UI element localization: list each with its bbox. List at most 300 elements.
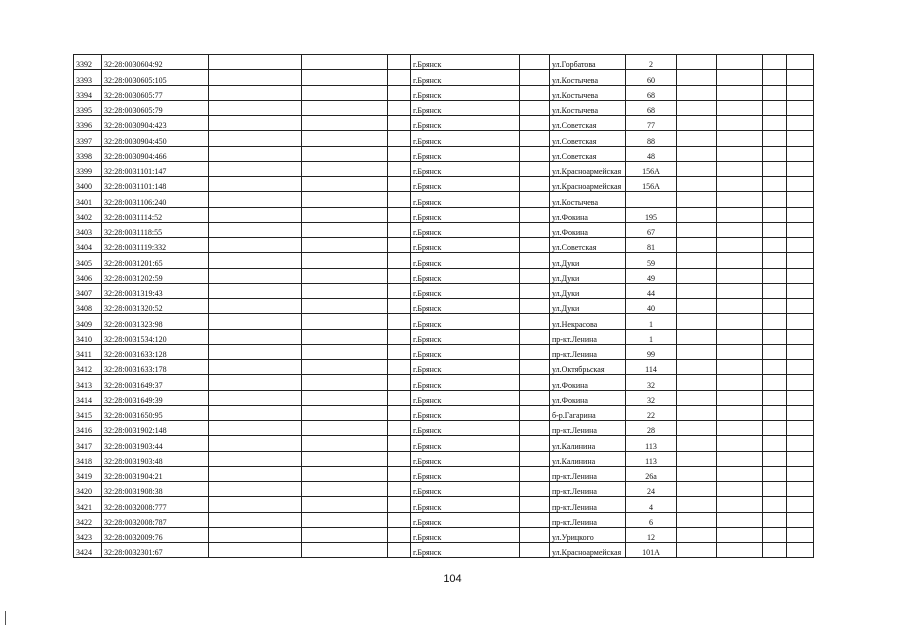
empty-cell [209, 512, 302, 527]
table-row [74, 207, 814, 222]
city-name: г.Брянск [411, 222, 520, 237]
empty-cell [388, 421, 411, 436]
cadastral-number: 32:28:0031101:148 [102, 177, 209, 192]
row-number: 3395 [74, 100, 102, 115]
street-name: ул.Костычева [550, 100, 626, 115]
empty-cell [787, 131, 814, 146]
house-number: 49 [626, 268, 677, 283]
table-row [74, 543, 814, 558]
street-name: ул.Фокина [550, 375, 626, 390]
empty-cell [763, 329, 787, 344]
empty-cell [302, 161, 388, 176]
empty-cell [677, 497, 717, 512]
table-row [74, 55, 814, 70]
empty-cell [787, 466, 814, 481]
street-name: ул.Красноармейская [550, 161, 626, 176]
cadastral-number: 32:28:0030605:77 [102, 85, 209, 100]
street-name: ул.Советская [550, 116, 626, 131]
row-number: 3410 [74, 329, 102, 344]
empty-cell [717, 329, 763, 344]
empty-cell [717, 55, 763, 70]
empty-cell [209, 177, 302, 192]
empty-cell [302, 482, 388, 497]
house-number [626, 192, 677, 207]
empty-cell [763, 390, 787, 405]
table-row [74, 283, 814, 298]
street-name: ул.Урицкого [550, 527, 626, 542]
empty-cell [717, 70, 763, 85]
empty-cell [717, 100, 763, 115]
cadastral-number: 32:28:0031320:52 [102, 299, 209, 314]
table-row [74, 222, 814, 237]
empty-cell [302, 85, 388, 100]
empty-cell [787, 527, 814, 542]
empty-cell [520, 344, 550, 359]
empty-cell [787, 207, 814, 222]
empty-cell [763, 360, 787, 375]
cadastral-number: 32:28:0031650:95 [102, 405, 209, 420]
house-number: 113 [626, 436, 677, 451]
empty-cell [209, 375, 302, 390]
empty-cell [717, 207, 763, 222]
city-name: г.Брянск [411, 177, 520, 192]
empty-cell [209, 116, 302, 131]
empty-cell [787, 405, 814, 420]
empty-cell [302, 100, 388, 115]
cadastral-number: 32:28:0031649:39 [102, 390, 209, 405]
empty-cell [677, 253, 717, 268]
empty-cell [787, 329, 814, 344]
empty-cell [302, 436, 388, 451]
empty-cell [763, 283, 787, 298]
empty-cell [787, 100, 814, 115]
city-name: г.Брянск [411, 360, 520, 375]
empty-cell [787, 375, 814, 390]
empty-cell [388, 85, 411, 100]
empty-cell [763, 177, 787, 192]
empty-cell [677, 146, 717, 161]
empty-cell [209, 268, 302, 283]
empty-cell [520, 482, 550, 497]
cadastral-number: 32:28:0031633:178 [102, 360, 209, 375]
city-name: г.Брянск [411, 482, 520, 497]
table-row [74, 70, 814, 85]
cadastral-number: 32:28:0031649:37 [102, 375, 209, 390]
empty-cell [209, 283, 302, 298]
empty-cell [763, 527, 787, 542]
table-row [74, 116, 814, 131]
house-number: 1 [626, 314, 677, 329]
empty-cell [209, 497, 302, 512]
row-number: 3394 [74, 85, 102, 100]
house-number: 156А [626, 177, 677, 192]
empty-cell [209, 314, 302, 329]
row-number: 3401 [74, 192, 102, 207]
row-number: 3424 [74, 543, 102, 558]
empty-cell [717, 314, 763, 329]
city-name: г.Брянск [411, 375, 520, 390]
empty-cell [388, 390, 411, 405]
empty-cell [520, 360, 550, 375]
margin-mark [5, 611, 6, 625]
empty-cell [677, 512, 717, 527]
empty-cell [520, 222, 550, 237]
empty-cell [717, 527, 763, 542]
row-number: 3416 [74, 421, 102, 436]
city-name: г.Брянск [411, 421, 520, 436]
empty-cell [388, 314, 411, 329]
empty-cell [302, 222, 388, 237]
empty-cell [520, 70, 550, 85]
empty-cell [302, 55, 388, 70]
empty-cell [520, 390, 550, 405]
cadastral-number: 32:28:0030904:423 [102, 116, 209, 131]
row-number: 3412 [74, 360, 102, 375]
city-name: г.Брянск [411, 161, 520, 176]
street-name: ул.Фокина [550, 207, 626, 222]
empty-cell [520, 253, 550, 268]
table-row [74, 497, 814, 512]
cadastral-number: 32:28:0032009:76 [102, 527, 209, 542]
row-number: 3421 [74, 497, 102, 512]
empty-cell [717, 375, 763, 390]
empty-cell [677, 70, 717, 85]
cadastral-number: 32:28:0032008:777 [102, 497, 209, 512]
empty-cell [388, 497, 411, 512]
empty-cell [677, 329, 717, 344]
empty-cell [677, 436, 717, 451]
empty-cell [787, 360, 814, 375]
table-row [74, 177, 814, 192]
empty-cell [209, 543, 302, 558]
empty-cell [302, 314, 388, 329]
street-name: ул.Горбатова [550, 55, 626, 70]
empty-cell [209, 299, 302, 314]
empty-cell [388, 222, 411, 237]
empty-cell [209, 436, 302, 451]
city-name: г.Брянск [411, 512, 520, 527]
house-number: 2 [626, 55, 677, 70]
empty-cell [388, 344, 411, 359]
empty-cell [717, 421, 763, 436]
empty-cell [520, 421, 550, 436]
empty-cell [388, 253, 411, 268]
table-row [74, 466, 814, 481]
empty-cell [520, 527, 550, 542]
row-number: 3393 [74, 70, 102, 85]
row-number: 3408 [74, 299, 102, 314]
empty-cell [388, 512, 411, 527]
empty-cell [763, 238, 787, 253]
city-name: г.Брянск [411, 344, 520, 359]
row-number: 3409 [74, 314, 102, 329]
empty-cell [302, 207, 388, 222]
empty-cell [209, 390, 302, 405]
house-number: 32 [626, 375, 677, 390]
empty-cell [209, 451, 302, 466]
table-row [74, 299, 814, 314]
cadastral-number: 32:28:0031902:148 [102, 421, 209, 436]
empty-cell [677, 207, 717, 222]
row-number: 3392 [74, 55, 102, 70]
empty-cell [677, 466, 717, 481]
empty-cell [763, 375, 787, 390]
empty-cell [763, 100, 787, 115]
empty-cell [520, 238, 550, 253]
table-row [74, 131, 814, 146]
cadastral-number: 32:28:0031633:128 [102, 344, 209, 359]
empty-cell [763, 314, 787, 329]
empty-cell [302, 512, 388, 527]
empty-cell [302, 238, 388, 253]
street-name: пр-кт.Ленина [550, 421, 626, 436]
empty-cell [388, 405, 411, 420]
city-name: г.Брянск [411, 116, 520, 131]
empty-cell [388, 283, 411, 298]
street-name: ул.Советская [550, 238, 626, 253]
city-name: г.Брянск [411, 207, 520, 222]
city-name: г.Брянск [411, 192, 520, 207]
empty-cell [302, 177, 388, 192]
table-row [74, 344, 814, 359]
empty-cell [763, 70, 787, 85]
city-name: г.Брянск [411, 390, 520, 405]
empty-cell [763, 116, 787, 131]
empty-cell [302, 497, 388, 512]
empty-cell [677, 360, 717, 375]
empty-cell [787, 283, 814, 298]
street-name: ул.Костычева [550, 85, 626, 100]
cadastral-number: 32:28:0031118:55 [102, 222, 209, 237]
empty-cell [677, 238, 717, 253]
table-row [74, 512, 814, 527]
empty-cell [787, 451, 814, 466]
empty-cell [677, 55, 717, 70]
city-name: г.Брянск [411, 85, 520, 100]
empty-cell [763, 405, 787, 420]
empty-cell [388, 55, 411, 70]
empty-cell [717, 360, 763, 375]
empty-cell [787, 543, 814, 558]
empty-cell [763, 146, 787, 161]
empty-cell [787, 177, 814, 192]
row-number: 3411 [74, 344, 102, 359]
empty-cell [302, 283, 388, 298]
empty-cell [787, 161, 814, 176]
table-row [74, 100, 814, 115]
empty-cell [520, 497, 550, 512]
empty-cell [717, 299, 763, 314]
cadastral-number: 32:28:0031119:332 [102, 238, 209, 253]
empty-cell [302, 466, 388, 481]
street-name: ул.Калинина [550, 436, 626, 451]
house-number: 101А [626, 543, 677, 558]
empty-cell [520, 329, 550, 344]
empty-cell [520, 146, 550, 161]
empty-cell [520, 85, 550, 100]
empty-cell [302, 70, 388, 85]
house-number: 113 [626, 451, 677, 466]
row-number: 3414 [74, 390, 102, 405]
empty-cell [763, 85, 787, 100]
empty-cell [209, 253, 302, 268]
empty-cell [388, 177, 411, 192]
house-number: 12 [626, 527, 677, 542]
house-number: 68 [626, 85, 677, 100]
empty-cell [677, 177, 717, 192]
table-row [74, 329, 814, 344]
empty-cell [763, 207, 787, 222]
empty-cell [763, 421, 787, 436]
empty-cell [677, 161, 717, 176]
empty-cell [520, 405, 550, 420]
empty-cell [388, 131, 411, 146]
row-number: 3402 [74, 207, 102, 222]
empty-cell [520, 512, 550, 527]
row-number: 3405 [74, 253, 102, 268]
cadastral-number: 32:28:0031319:43 [102, 283, 209, 298]
street-name: ул.Дуки [550, 253, 626, 268]
empty-cell [520, 466, 550, 481]
empty-cell [388, 527, 411, 542]
empty-cell [302, 405, 388, 420]
empty-cell [717, 466, 763, 481]
street-name: ул.Октябрьская [550, 360, 626, 375]
empty-cell [302, 253, 388, 268]
empty-cell [677, 527, 717, 542]
row-number: 3400 [74, 177, 102, 192]
house-number: 77 [626, 116, 677, 131]
street-name: ул.Советская [550, 131, 626, 146]
empty-cell [520, 100, 550, 115]
empty-cell [787, 314, 814, 329]
page-number: 104 [443, 573, 462, 585]
empty-cell [717, 344, 763, 359]
table-row [74, 192, 814, 207]
empty-cell [787, 253, 814, 268]
empty-cell [677, 85, 717, 100]
empty-cell [388, 543, 411, 558]
empty-cell [388, 299, 411, 314]
cadastral-number: 32:28:0031101:147 [102, 161, 209, 176]
city-name: г.Брянск [411, 238, 520, 253]
cadastral-number: 32:28:0030605:79 [102, 100, 209, 115]
street-name: пр-кт.Ленина [550, 512, 626, 527]
row-number: 3404 [74, 238, 102, 253]
empty-cell [209, 527, 302, 542]
empty-cell [388, 375, 411, 390]
empty-cell [763, 482, 787, 497]
city-name: г.Брянск [411, 451, 520, 466]
cadastral-number: 32:28:0030904:466 [102, 146, 209, 161]
empty-cell [520, 283, 550, 298]
city-name: г.Брянск [411, 131, 520, 146]
empty-cell [763, 299, 787, 314]
house-number: 99 [626, 344, 677, 359]
empty-cell [717, 131, 763, 146]
table-row [74, 375, 814, 390]
empty-cell [520, 192, 550, 207]
empty-cell [787, 116, 814, 131]
empty-cell [520, 116, 550, 131]
street-name: ул.Красноармейская [550, 177, 626, 192]
empty-cell [677, 451, 717, 466]
cadastral-number: 32:28:0031201:65 [102, 253, 209, 268]
house-number: 4 [626, 497, 677, 512]
house-number: 195 [626, 207, 677, 222]
empty-cell [787, 268, 814, 283]
house-number: 48 [626, 146, 677, 161]
row-number: 3419 [74, 466, 102, 481]
empty-cell [763, 466, 787, 481]
house-number: 59 [626, 253, 677, 268]
row-number: 3413 [74, 375, 102, 390]
city-name: г.Брянск [411, 146, 520, 161]
empty-cell [787, 512, 814, 527]
empty-cell [520, 436, 550, 451]
empty-cell [677, 344, 717, 359]
empty-cell [302, 527, 388, 542]
city-name: г.Брянск [411, 543, 520, 558]
empty-cell [520, 451, 550, 466]
empty-cell [388, 146, 411, 161]
empty-cell [209, 344, 302, 359]
row-number: 3420 [74, 482, 102, 497]
empty-cell [717, 177, 763, 192]
empty-cell [787, 436, 814, 451]
row-number: 3422 [74, 512, 102, 527]
empty-cell [209, 329, 302, 344]
cadastral-number: 32:28:0030904:450 [102, 131, 209, 146]
table-row [74, 390, 814, 405]
empty-cell [520, 299, 550, 314]
empty-cell [302, 421, 388, 436]
street-name: ул.Дуки [550, 268, 626, 283]
row-number: 3399 [74, 161, 102, 176]
empty-cell [717, 451, 763, 466]
house-number: 88 [626, 131, 677, 146]
empty-cell [717, 390, 763, 405]
city-name: г.Брянск [411, 55, 520, 70]
cadastral-number: 32:28:0031903:44 [102, 436, 209, 451]
empty-cell [388, 451, 411, 466]
city-name: г.Брянск [411, 314, 520, 329]
street-name: ул.Фокина [550, 222, 626, 237]
empty-cell [302, 192, 388, 207]
cadastral-number: 32:28:0031323:98 [102, 314, 209, 329]
empty-cell [787, 222, 814, 237]
house-number: 32 [626, 390, 677, 405]
cadastral-number: 32:28:0030605:105 [102, 70, 209, 85]
empty-cell [763, 543, 787, 558]
city-name: г.Брянск [411, 100, 520, 115]
house-number: 156А [626, 161, 677, 176]
empty-cell [302, 375, 388, 390]
empty-cell [787, 482, 814, 497]
empty-cell [520, 314, 550, 329]
empty-cell [520, 131, 550, 146]
empty-cell [302, 268, 388, 283]
empty-cell [677, 405, 717, 420]
empty-cell [209, 222, 302, 237]
street-name: ул.Фокина [550, 390, 626, 405]
house-number: 22 [626, 405, 677, 420]
empty-cell [677, 283, 717, 298]
empty-cell [763, 161, 787, 176]
empty-cell [388, 161, 411, 176]
empty-cell [717, 405, 763, 420]
row-number: 3423 [74, 527, 102, 542]
